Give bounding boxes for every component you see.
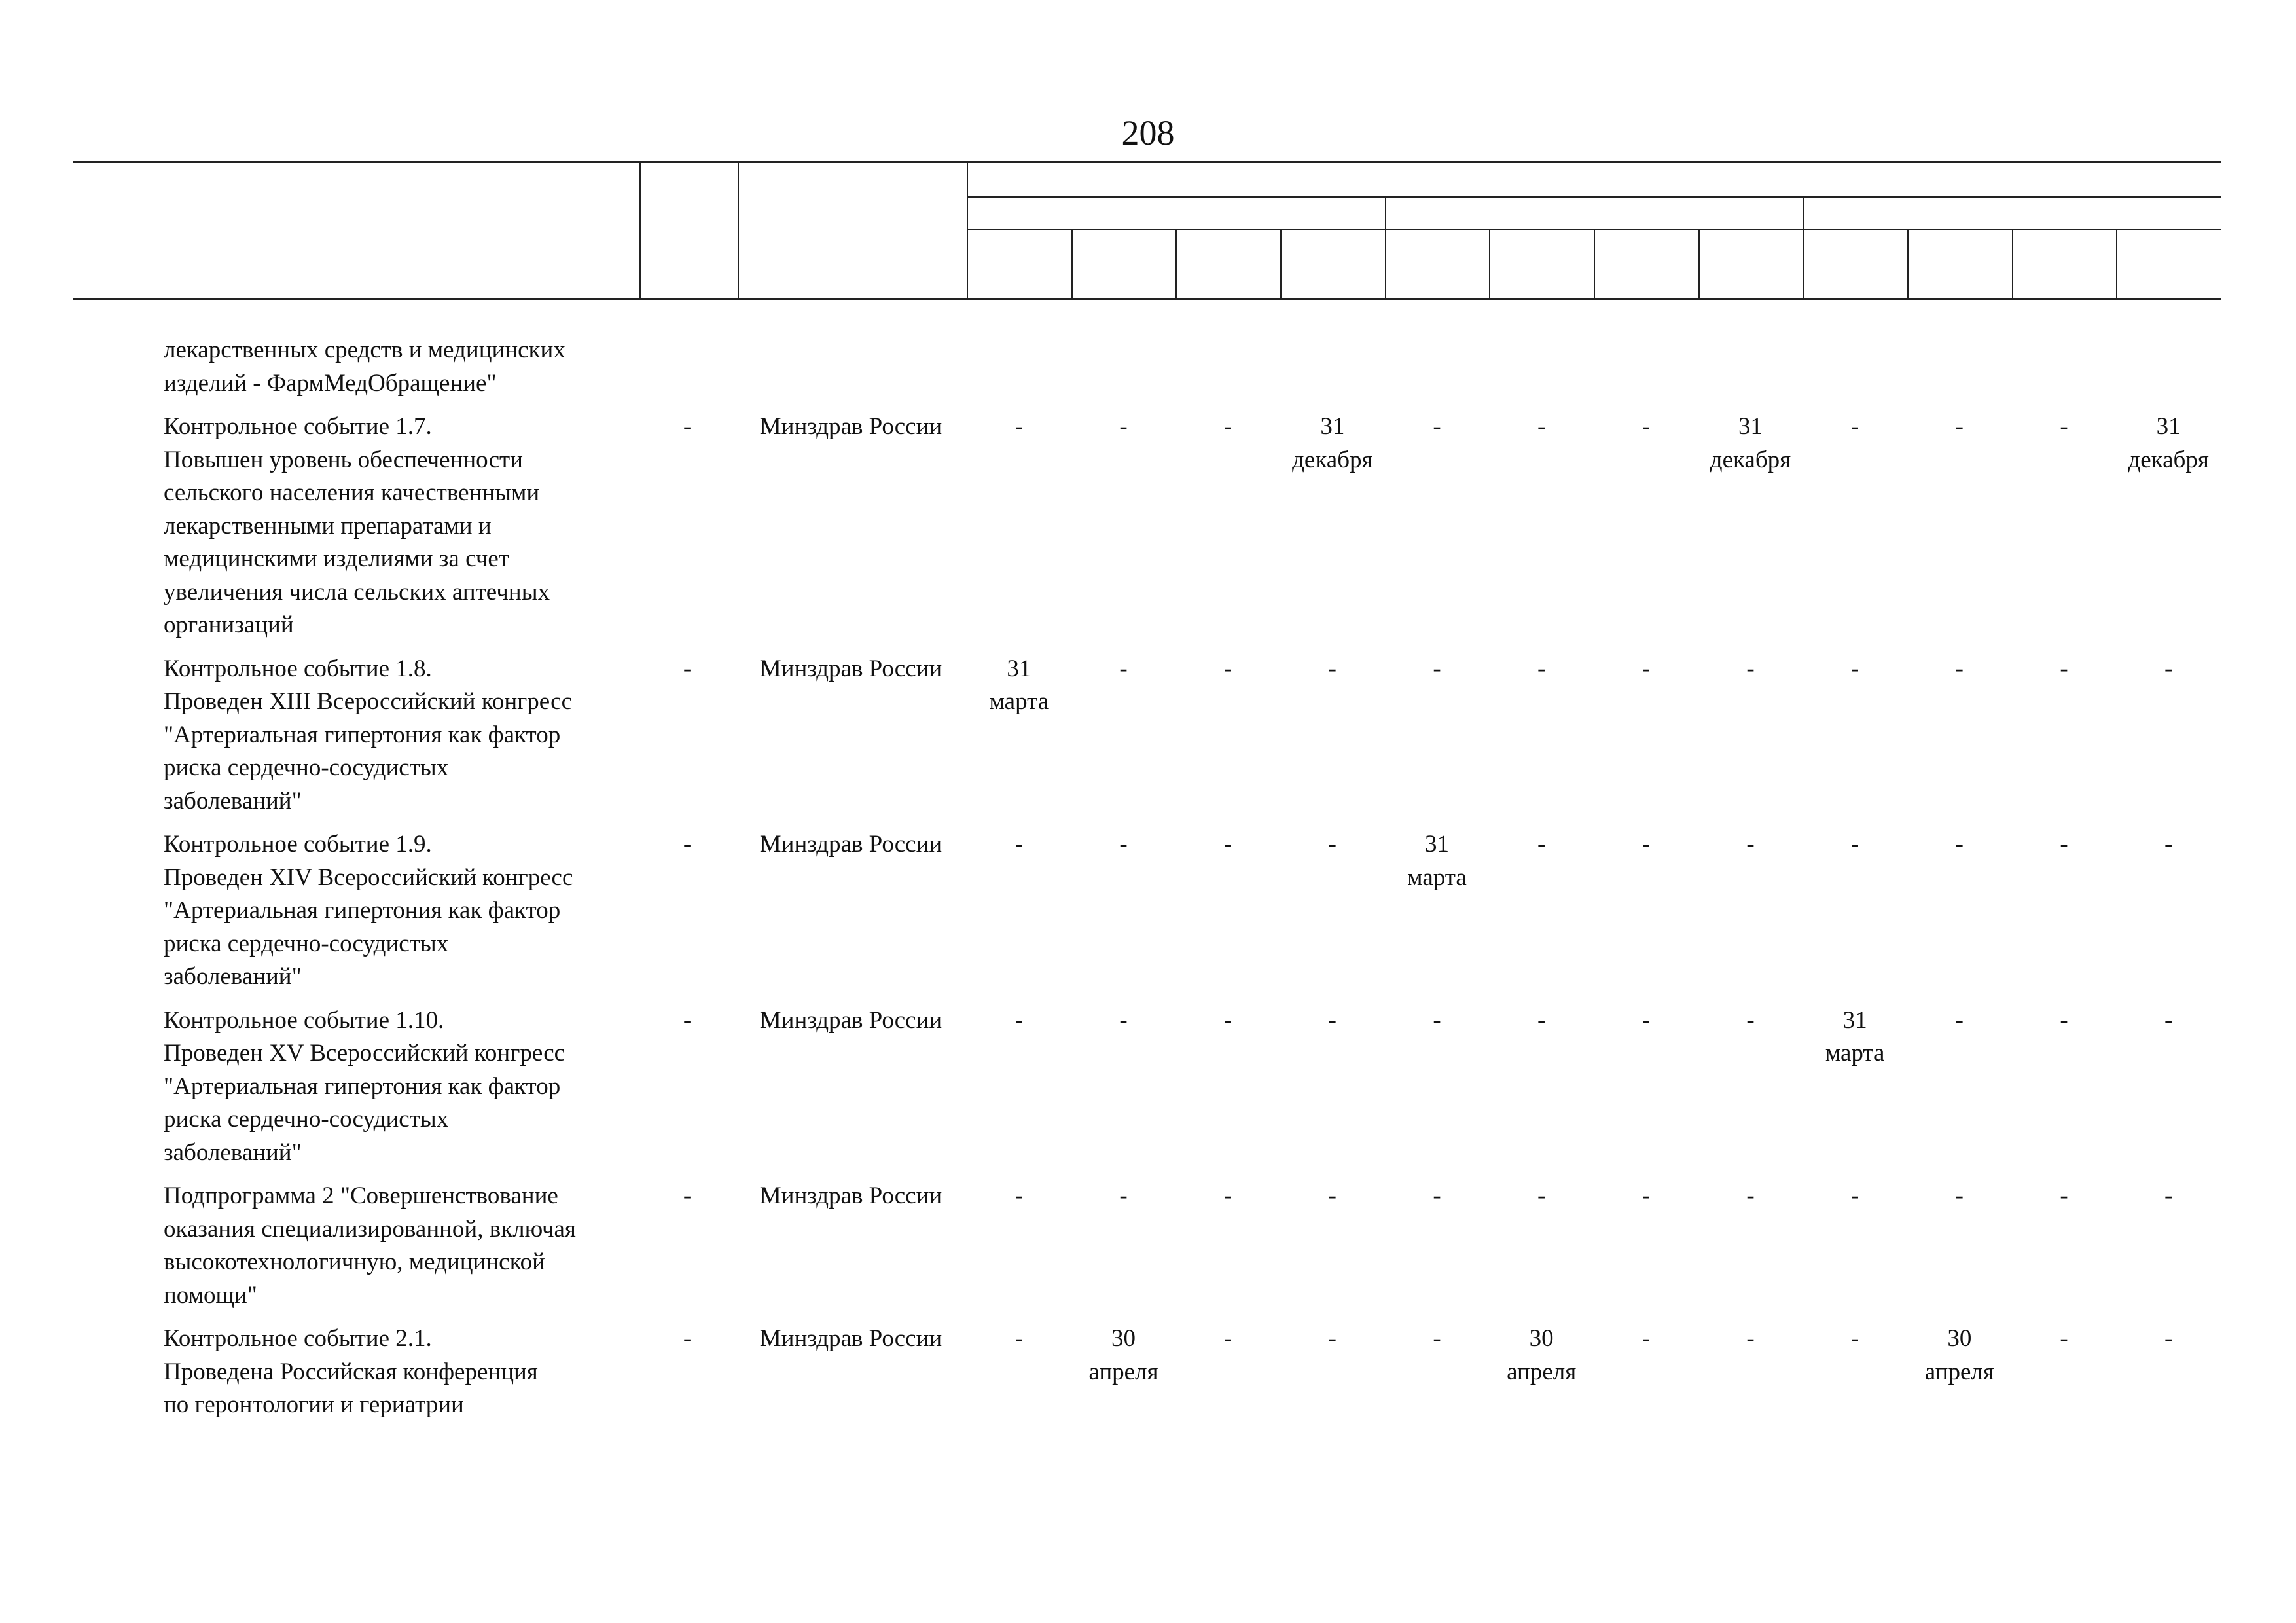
quarter-cell: 31	[1320, 413, 1345, 440]
event-name-line: Контрольное событие 2.1.	[164, 1325, 432, 1352]
year-divider	[1803, 196, 1804, 300]
quarter-cell: -	[1328, 1325, 1336, 1352]
quarter-cell-month: декабря	[1710, 446, 1791, 473]
quarter-cell: -	[2060, 831, 2068, 858]
quarter-divider	[1594, 229, 1595, 300]
event-name-line: высокотехнологичную, медицинской	[164, 1249, 545, 1275]
quarter-cell: -	[2164, 655, 2173, 682]
quarter-cell: -	[1850, 831, 1859, 858]
quarter-cell: -	[1537, 655, 1546, 682]
quarter-cell: -	[2164, 1325, 2173, 1352]
quarter-divider	[1280, 229, 1282, 300]
quarter-cell-month: марта	[1407, 864, 1467, 891]
event-name-line: Проведена Российская конференция	[164, 1358, 538, 1385]
quarter-cell: -	[1850, 1325, 1859, 1352]
event-name	[164, 1004, 648, 1170]
event-name-line: риска сердечно-сосудистых	[164, 754, 449, 781]
quarter-divider	[1698, 229, 1700, 300]
event-name-line: Проведен XV Всероссийский конгресс	[164, 1040, 565, 1067]
quarter-cell-month: апреля	[1924, 1358, 1994, 1385]
event-name-line: увеличения числа сельских аптечных	[164, 578, 550, 606]
quarter-cell: -	[1746, 1006, 1755, 1034]
header-col-divider	[639, 161, 641, 300]
event-name-line: риска сердечно-сосудистых	[164, 1106, 449, 1133]
quarter-cell: -	[1746, 1182, 1755, 1209]
quarter-cell: -	[1433, 1182, 1441, 1209]
quarter-cell: -	[2164, 1006, 2173, 1034]
quarter-cell: -	[1223, 831, 1232, 858]
quarter-cell: -	[1223, 413, 1232, 440]
event-name	[164, 334, 648, 400]
quarter-cell: -	[1433, 413, 1441, 440]
quarter-cell: -	[1328, 831, 1336, 858]
quarter-cell: -	[1328, 655, 1336, 682]
quarter-cell: -	[1014, 1182, 1023, 1209]
event-name-line: Подпрограмма 2 "Совершенствование	[164, 1182, 558, 1209]
quarter-divider	[1071, 229, 1073, 300]
event-name-line: изделий - ФармМедОбращение"	[164, 369, 497, 397]
quarter-cell: -	[1014, 1006, 1023, 1034]
quarter-cell: 31	[2156, 413, 2181, 440]
quarter-cell-month: марта	[1825, 1040, 1885, 1067]
responsible-cell: Минздрав России	[759, 655, 942, 682]
quarter-cell: -	[1433, 1006, 1441, 1034]
quarter-cell: -	[1014, 413, 1023, 440]
event-name-line: Контрольное событие 1.7.	[164, 413, 432, 440]
event-name-line: Проведен XIII Всероссийский конгресс	[164, 688, 572, 715]
quarter-cell: -	[1328, 1182, 1336, 1209]
quarter-divider	[2116, 229, 2117, 300]
quarter-cell: -	[1641, 413, 1650, 440]
event-name-line: медицинскими изделиями за счет	[164, 545, 509, 572]
quarter-cell: -	[2060, 413, 2068, 440]
quarter-cell: -	[2060, 1006, 2068, 1034]
quarter-cell: 31	[1424, 831, 1449, 858]
quarter-cell: -	[2164, 831, 2173, 858]
quarter-cell: 30	[1529, 1325, 1554, 1352]
quarter-cell: -	[1955, 1182, 1964, 1209]
quarter-cell: -	[1850, 1182, 1859, 1209]
status-cell: -	[683, 831, 692, 858]
event-name-line: лекарственными препаратами и	[164, 512, 492, 539]
quarter-cell: -	[1641, 655, 1650, 682]
status-cell: -	[683, 655, 692, 682]
event-name-line: Проведен XIV Всероссийский конгресс	[164, 864, 573, 891]
quarter-cell-month: апреля	[1507, 1358, 1577, 1385]
event-name-line: "Артериальная гипертония как фактор	[164, 897, 561, 924]
event-name	[164, 653, 648, 818]
quarter-cell: 30	[1111, 1325, 1136, 1352]
quarter-cell: -	[1641, 831, 1650, 858]
event-name-line: сельского населения качественными	[164, 479, 540, 506]
quarter-cell: -	[1223, 655, 1232, 682]
quarter-divider	[1489, 229, 1490, 300]
quarter-divider	[2012, 229, 2013, 300]
event-name-line: организаций	[164, 611, 294, 638]
quarter-cell-month: декабря	[1292, 446, 1373, 473]
year-divider	[1385, 196, 1386, 300]
header-top-rule	[73, 161, 2221, 163]
quarter-cell: -	[1746, 831, 1755, 858]
quarter-cell: 31	[1738, 413, 1763, 440]
event-name-line: Контрольное событие 1.10.	[164, 1006, 444, 1034]
event-name-line: заболеваний"	[164, 963, 302, 990]
quarter-cell: 31	[1842, 1006, 1867, 1034]
quarter-divider	[1175, 229, 1177, 300]
event-name-line: по геронтологии и гериатрии	[164, 1391, 464, 1418]
quarter-cell: -	[1119, 413, 1128, 440]
responsible-cell: Минздрав России	[759, 831, 942, 858]
event-name-line: риска сердечно-сосудистых	[164, 930, 449, 957]
quarter-cell: -	[1223, 1006, 1232, 1034]
header-col-divider	[967, 161, 968, 300]
status-cell: -	[683, 413, 692, 440]
quarter-cell: -	[2060, 1182, 2068, 1209]
event-name-line: Контрольное событие 1.8.	[164, 655, 432, 682]
table-header	[73, 161, 2221, 300]
quarter-cell: -	[2060, 655, 2068, 682]
quarter-cell-month: марта	[989, 688, 1049, 715]
quarter-cell: 31	[1007, 655, 1031, 682]
quarter-cell: -	[1537, 1182, 1546, 1209]
quarter-cell: -	[1223, 1182, 1232, 1209]
quarter-cell: -	[1119, 1006, 1128, 1034]
quarter-cell: -	[1433, 1325, 1441, 1352]
quarter-cell: -	[1014, 831, 1023, 858]
quarter-cell: -	[1433, 655, 1441, 682]
event-name-line: "Артериальная гипертония как фактор	[164, 1072, 561, 1100]
quarter-cell: -	[1955, 655, 1964, 682]
quarter-cell: -	[1746, 655, 1755, 682]
responsible-cell: Минздрав России	[759, 1325, 942, 1352]
quarter-cell: 30	[1947, 1325, 1972, 1352]
event-name-line: "Артериальная гипертония как фактор	[164, 721, 561, 748]
status-cell: -	[683, 1006, 692, 1034]
quarter-cell: -	[1955, 831, 1964, 858]
quarter-cell-month: декабря	[2128, 446, 2209, 473]
header-col-divider	[738, 161, 739, 300]
event-name	[164, 410, 648, 642]
responsible-cell: Минздрав России	[759, 1182, 942, 1209]
event-name-line: Повышен уровень обеспеченности	[164, 446, 523, 473]
quarter-cell: -	[2164, 1182, 2173, 1209]
status-cell: -	[683, 1182, 692, 1209]
quarter-cell: -	[1119, 1182, 1128, 1209]
event-name-line: Контрольное событие 1.9.	[164, 831, 432, 858]
quarter-cell: -	[1955, 413, 1964, 440]
header-bottom-rule	[73, 298, 2221, 300]
quarter-cell: -	[1641, 1006, 1650, 1034]
quarter-cell-month: апреля	[1088, 1358, 1158, 1385]
event-name-line: заболеваний"	[164, 1139, 302, 1166]
event-name	[164, 1180, 648, 1312]
quarter-cell: -	[1641, 1182, 1650, 1209]
quarter-cell: -	[2060, 1325, 2068, 1352]
quarter-cell: -	[1641, 1325, 1650, 1352]
status-cell: -	[683, 1325, 692, 1352]
responsible-cell: Минздрав России	[759, 1006, 942, 1034]
event-name	[164, 828, 648, 994]
quarter-cell: -	[1850, 413, 1859, 440]
event-name-line: заболеваний"	[164, 787, 302, 814]
quarter-cell: -	[1119, 655, 1128, 682]
event-name	[164, 1322, 648, 1422]
quarter-cell: -	[1537, 831, 1546, 858]
quarter-cell: -	[1119, 831, 1128, 858]
quarter-cell: -	[1537, 1006, 1546, 1034]
quarter-cell: -	[1223, 1325, 1232, 1352]
event-name-line: оказания специализированной, включая	[164, 1215, 576, 1243]
quarter-divider	[1907, 229, 1909, 300]
event-name-line: помощи"	[164, 1281, 257, 1309]
event-name-line: лекарственных средств и медицинских	[164, 337, 565, 363]
deadline-title-rule	[967, 196, 2221, 198]
quarter-cell: -	[1955, 1006, 1964, 1034]
page-number: 208	[1121, 113, 1175, 153]
quarter-cell: -	[1850, 655, 1859, 682]
quarter-cell: -	[1537, 413, 1546, 440]
quarter-cell: -	[1328, 1006, 1336, 1034]
quarter-cell: -	[1746, 1325, 1755, 1352]
responsible-cell: Минздрав России	[759, 413, 942, 440]
quarter-cell: -	[1014, 1325, 1023, 1352]
